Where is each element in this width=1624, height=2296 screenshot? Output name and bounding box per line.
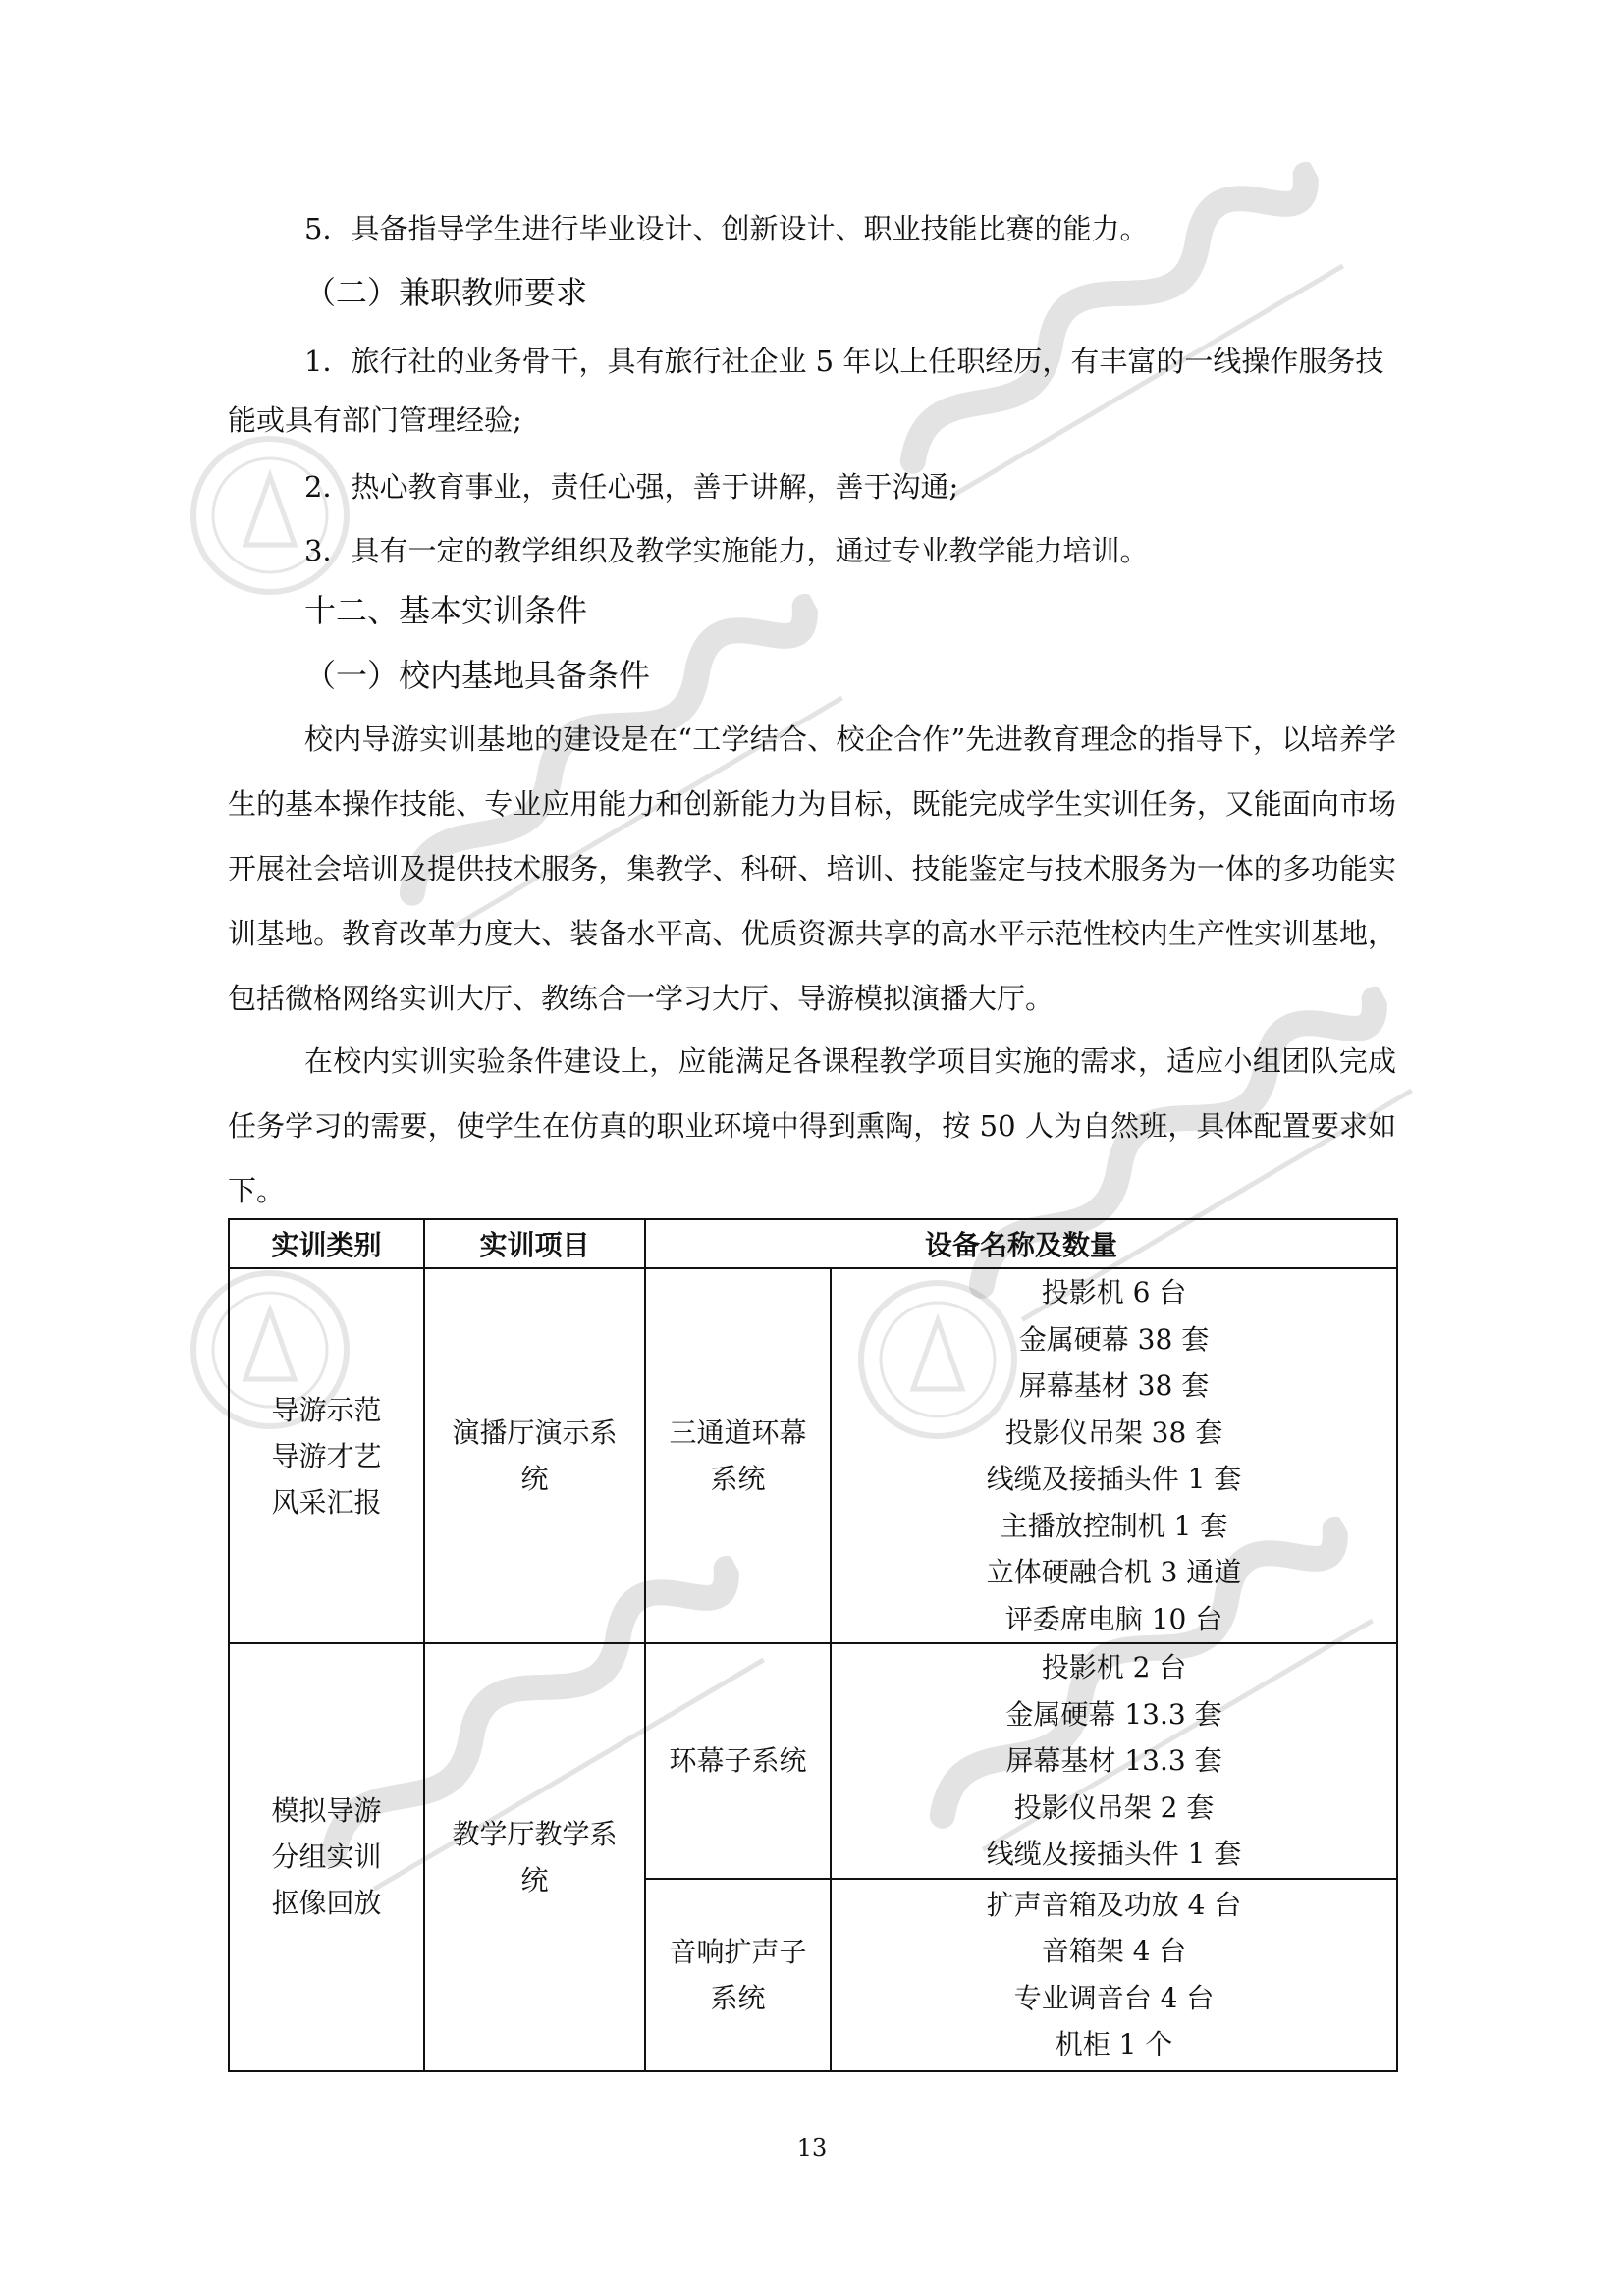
watermark-seal-icon	[187, 432, 353, 599]
list-item: 专业调音台 4 台	[1013, 1981, 1215, 2014]
group1-equipment-list	[831, 1268, 1397, 1643]
list-item: 投影机 6 台	[1041, 1276, 1187, 1308]
list-item: 扩声音箱及功放 4 台	[986, 1888, 1242, 1921]
group1-project: 演播厅演示系 统	[424, 1268, 645, 1643]
list-item: 屏幕基材 13.3 套	[1005, 1744, 1222, 1777]
part-time-item-1b: 能或具有部门管理经验;	[228, 403, 522, 437]
part-time-item-1a: 1．旅行社的业务骨干，具有旅行社企业 5 年以上任职经历，有丰富的一线操作服务技	[304, 345, 1384, 378]
table-row	[229, 1268, 1397, 1643]
campus-paragraph-1: 校内导游实训基地的建设是在“工学结合、校企合作”先进教育理念的指导下，以培养学生的基本操作技能、专业应用能力和创新能力为目标，既能完成学生实训任务，又能面向市场开展社会培训及提供技术服务，集教学、科研、培训、技能鉴定与技术服务为一体的多功能实训基地。教育改革力度大、装备水平高、优质资源共享的高水平示范性校内生产性实训基地，包括微格网络实训大厅、教练合一学习大厅、导游模拟演播大厅。	[228, 722, 1396, 1015]
group2-subsystem-1: 环幕子系统	[645, 1643, 831, 1879]
header-category: 实训类别	[229, 1219, 424, 1268]
list-item-5: 5．具备指导学生进行毕业设计、创新设计、职业技能比赛的能力。	[304, 212, 1149, 245]
group2-project: 教学厅教学系 统	[424, 1643, 645, 2071]
list-item: 评委席电脑 10 台	[1004, 1602, 1223, 1635]
list-item: 线缆及接插头件 1 套	[986, 1838, 1242, 1870]
list-item: 线缆及接插头件 1 套	[986, 1463, 1242, 1495]
list-item: 屏幕基材 38 套	[1018, 1369, 1210, 1402]
header-equipment: 设备名称及数量	[645, 1219, 1397, 1268]
list-item: 主播放控制机 1 套	[1000, 1509, 1228, 1542]
group2-category: 模拟导游 分组实训 抠像回放	[229, 1643, 424, 2071]
part-time-item-3: 3．具有一定的教学组织及教学实施能力，通过专业教学能力培训。	[304, 534, 1149, 567]
list-item: 立体硬融合机 3 通道	[986, 1556, 1242, 1588]
list-item: 投影机 2 台	[1041, 1651, 1187, 1683]
list-item: 金属硬幕 38 套	[1018, 1322, 1210, 1356]
equipment-table	[228, 1218, 1398, 2072]
header-project: 实训项目	[424, 1219, 645, 1268]
list-item: 金属硬幕 13.3 套	[1005, 1697, 1222, 1731]
campus-paragraph-2: 在校内实训实验条件建设上，应能满足各课程教学项目实施的需求，适应小组团队完成任务学习的需要，使学生在仿真的职业环境中得到熏陶，按 50 人为自然班，具体配置要求如下。	[228, 1044, 1396, 1207]
heading-part-time-teachers: （二）兼职教师要求	[304, 274, 588, 311]
group1-category: 导游示范 导游才艺 风采汇报	[229, 1268, 424, 1643]
group2-equipment-list-1	[831, 1643, 1397, 1879]
table-header-row	[229, 1219, 1397, 1268]
list-item: 音箱架 4 台	[1041, 1935, 1187, 1967]
list-item: 机柜 1 个	[1055, 2028, 1173, 2060]
list-item: 投影仪吊架 38 套	[1004, 1415, 1223, 1449]
group2-subsystem-2: 音响扩声子 系统	[645, 1879, 831, 2071]
group2-equipment-list-2	[831, 1879, 1397, 2071]
heading-campus-base: （一）校内基地具备条件	[304, 657, 651, 694]
section-12-heading: 十二、基本实训条件	[304, 592, 588, 629]
page-number: 13	[796, 2134, 828, 2162]
group1-subsystem: 三通道环幕 系统	[645, 1268, 831, 1643]
part-time-item-2: 2．热心教育事业，责任心强，善于讲解，善于沟通;	[304, 470, 959, 504]
table-row	[229, 1643, 1397, 1879]
list-item: 投影仪吊架 2 套	[1013, 1790, 1215, 1824]
